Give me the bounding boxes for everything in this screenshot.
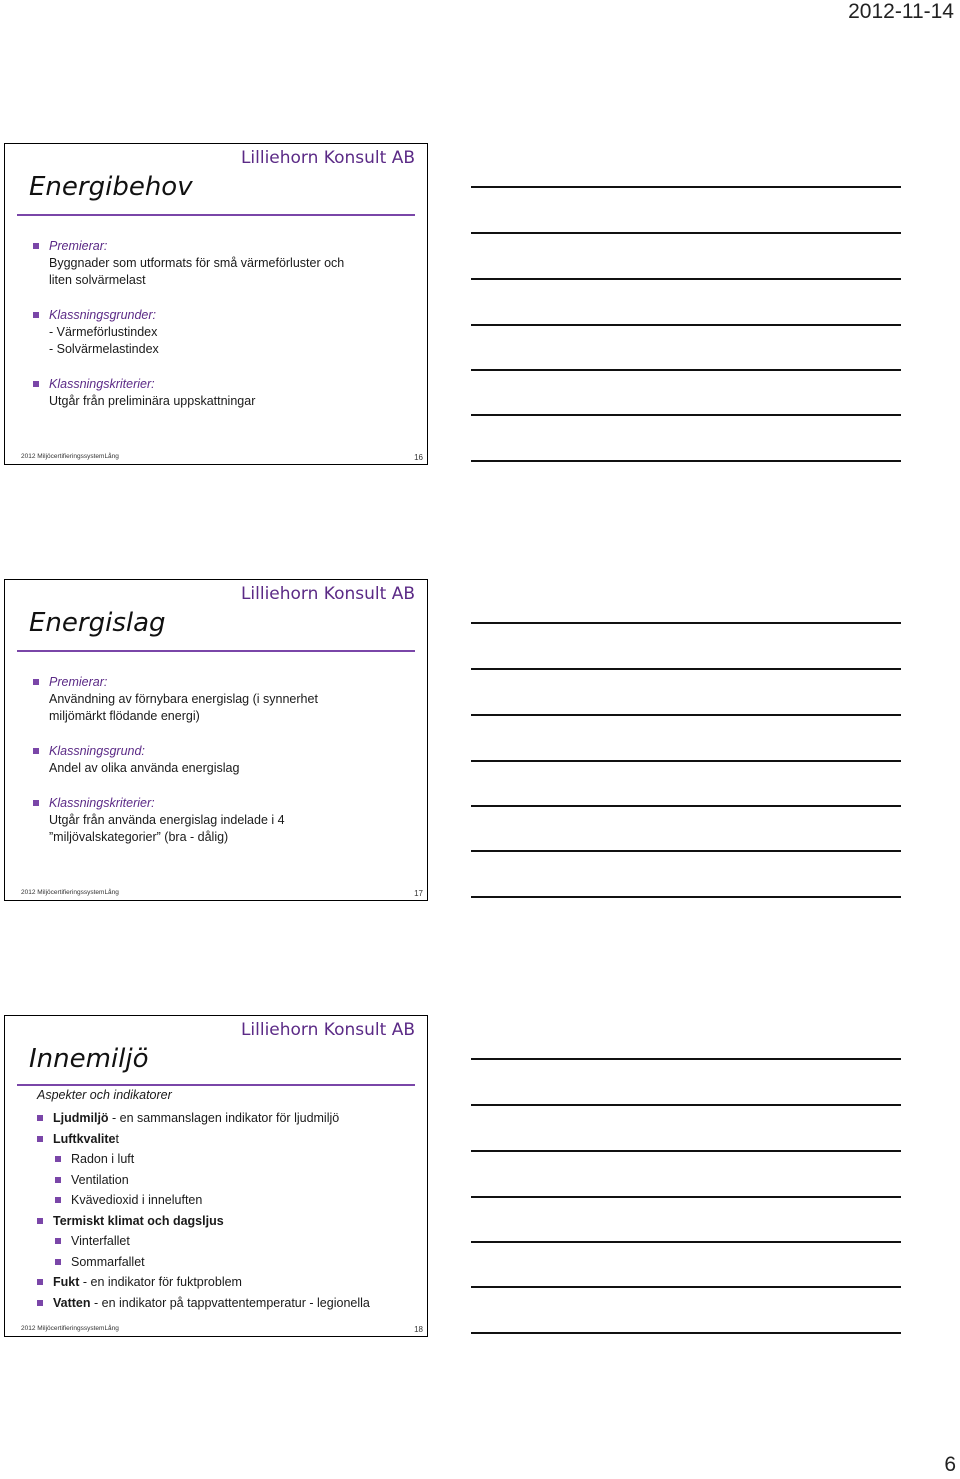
page-number: 6 — [944, 1453, 956, 1476]
list-subitem: Radon i luft — [33, 1149, 419, 1170]
list-item: Luftkvalitet — [33, 1129, 419, 1150]
note-line — [471, 850, 901, 852]
bullet-item: Klassningsgrunder: - Värmeförlustindex - Solvärmelastindex — [33, 307, 417, 358]
list-subitem: Kvävedioxid i inneluften — [33, 1190, 419, 1211]
title-rule — [17, 650, 415, 652]
page-date: 2012-11-14 — [848, 0, 954, 23]
note-line — [471, 805, 901, 807]
list-item: Fukt - en indikator för fuktproblem — [33, 1272, 419, 1293]
note-line — [471, 896, 901, 898]
title-rule — [17, 214, 415, 216]
slide-company: Lilliehorn Konsult AB — [240, 584, 415, 604]
list-item: Ljudmiljö - en sammanslagen indikator för ljudmiljö — [33, 1108, 419, 1129]
note-line — [471, 1058, 901, 1060]
bullet-list — [33, 238, 417, 410]
list-item: Termiskt klimat och dagsljus — [33, 1211, 419, 1232]
slide-innemiljo — [4, 1015, 428, 1337]
bullet-item: Premierar: Byggnader som utformats för små värmeförluster och liten solvärmelast — [33, 238, 417, 289]
title-rule — [17, 1084, 415, 1086]
indicator-list — [33, 1088, 419, 1313]
slide-title: Energibehov — [29, 172, 193, 202]
note-line — [471, 668, 901, 670]
slide-footer: 2012 MiljöcertifieringssystemLång — [21, 453, 119, 460]
bullet-list — [33, 674, 417, 846]
note-line — [471, 1196, 901, 1198]
slide-company: Lilliehorn Konsult AB — [240, 1020, 415, 1040]
note-line — [471, 714, 901, 716]
bullet-item: Klassningsgrund: Andel av olika använda energislag — [33, 743, 417, 777]
note-line — [471, 1286, 901, 1288]
note-line — [471, 414, 901, 416]
bullet-item: Klassningskriterier: Utgår från preliminära uppskattningar — [33, 376, 417, 410]
note-line — [471, 622, 901, 624]
list-subitem: Vinterfallet — [33, 1231, 419, 1252]
list-item: Vatten - en indikator på tappvattentemperatur - legionella — [33, 1293, 419, 1314]
bullet-item: Premierar: Användning av förnybara energislag (i synnerhet miljömärkt flödande energi) — [33, 674, 417, 725]
slide-title: Innemiljö — [29, 1044, 149, 1074]
slide-number: 18 — [414, 1325, 423, 1334]
note-line — [471, 1150, 901, 1152]
note-line — [471, 1332, 901, 1334]
note-line — [471, 369, 901, 371]
note-line — [471, 1241, 901, 1243]
slide-footer: 2012 MiljöcertifieringssystemLång — [21, 889, 119, 896]
slide-footer: 2012 MiljöcertifieringssystemLång — [21, 1325, 119, 1332]
list-subitem: Sommarfallet — [33, 1252, 419, 1273]
note-line — [471, 186, 901, 188]
note-line — [471, 324, 901, 326]
list-heading: Aspekter och indikatorer — [37, 1088, 172, 1102]
bullet-item: Klassningskriterier: Utgår från använda energislag indelade i 4 ”miljövalskategorier” (bra - dålig) — [33, 795, 417, 846]
note-line — [471, 760, 901, 762]
note-line — [471, 1104, 901, 1106]
note-line — [471, 460, 901, 462]
note-line — [471, 232, 901, 234]
note-line — [471, 278, 901, 280]
slide-number: 16 — [414, 453, 423, 462]
slide-energislag — [4, 579, 428, 901]
list-subitem: Ventilation — [33, 1170, 419, 1191]
slide-title: Energislag — [29, 608, 166, 638]
slide-energibehov — [4, 143, 428, 465]
slide-company: Lilliehorn Konsult AB — [240, 148, 415, 168]
slide-number: 17 — [414, 889, 423, 898]
